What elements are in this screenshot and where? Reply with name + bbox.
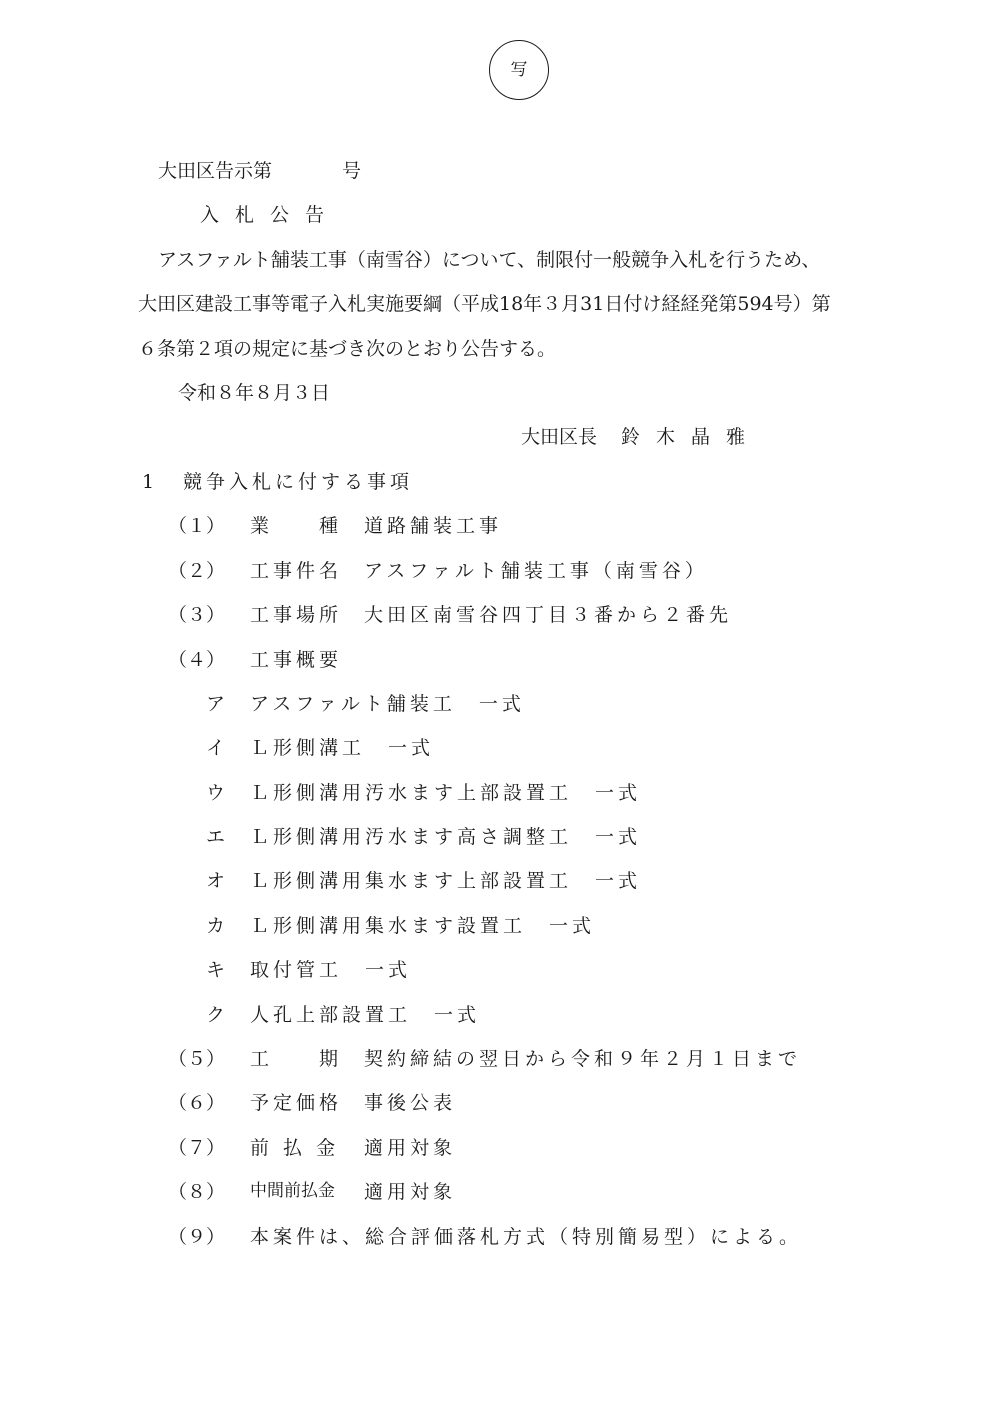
notice-heading: 入札公告 bbox=[200, 204, 341, 226]
item-number: （２） bbox=[168, 560, 226, 582]
notice-date: 令和８年８月３日 bbox=[178, 382, 331, 404]
item-label: 業 種 bbox=[250, 515, 343, 537]
item-value: 適用対象 bbox=[364, 1137, 457, 1159]
intro-line-1: アスファルト舗装工事（南雪谷）について、制限付一般競争入札を行うため、 bbox=[158, 249, 821, 271]
notice-number-suffix: 号 bbox=[342, 160, 362, 182]
item-value: アスファルト舗装工事（南雪谷） bbox=[364, 560, 708, 582]
item-number: （５） bbox=[168, 1048, 226, 1070]
item-value: 契約締結の翌日から令和９年２月１日まで bbox=[364, 1048, 802, 1070]
item-label: 予定価格 bbox=[250, 1092, 343, 1114]
overview-kana: エ bbox=[206, 826, 226, 848]
signatory-name: 鈴木晶雅 bbox=[621, 426, 762, 448]
overview-kana: カ bbox=[206, 915, 226, 937]
overview-text: 取付管工 一式 bbox=[250, 959, 412, 981]
item-number: （３） bbox=[168, 604, 226, 626]
item-value: 大田区南雪谷四丁目３番から２番先 bbox=[364, 604, 733, 626]
item-label: 工事概要 bbox=[250, 649, 343, 671]
item-number: （４） bbox=[168, 649, 226, 671]
item-value: 適用対象 bbox=[364, 1181, 457, 1203]
item-number: （６） bbox=[168, 1092, 226, 1114]
item-number: （９） bbox=[168, 1226, 226, 1248]
overview-kana: イ bbox=[206, 737, 226, 759]
copy-stamp: 写 bbox=[489, 40, 549, 100]
overview-kana: ウ bbox=[206, 782, 226, 804]
item-label: 工事件名 bbox=[250, 560, 343, 582]
section-number: 1 bbox=[142, 471, 155, 493]
overview-text: Ｌ形側溝用集水ます設置工 一式 bbox=[250, 915, 596, 937]
intro-line-3: ６条第２項の規定に基づき次のとおり公告する。 bbox=[138, 338, 557, 360]
overview-text: アスファルト舗装工 一式 bbox=[250, 693, 525, 715]
overview-kana: キ bbox=[206, 959, 226, 981]
section-title: 競争入札に付する事項 bbox=[183, 471, 414, 493]
overview-kana: ク bbox=[206, 1004, 226, 1026]
item-number: （８） bbox=[168, 1181, 226, 1203]
intro-line-2: 大田区建設工事等電子入札実施要綱（平成18年３月31日付け経経発第594号）第 bbox=[138, 293, 831, 315]
item-number: （７） bbox=[168, 1137, 226, 1159]
overview-text: Ｌ形側溝用汚水ます上部設置工 一式 bbox=[250, 782, 642, 804]
overview-text: Ｌ形側溝用汚水ます高さ調整工 一式 bbox=[250, 826, 642, 848]
item-label: 工 期 bbox=[250, 1048, 343, 1070]
overview-text: Ｌ形側溝工 一式 bbox=[250, 737, 435, 759]
item-value: 事後公表 bbox=[364, 1092, 457, 1114]
item-label: 本案件は、総合評価落札方式（特別簡易型）による。 bbox=[250, 1226, 803, 1248]
overview-kana: オ bbox=[206, 870, 226, 892]
notice-number-prefix: 大田区告示第 bbox=[158, 160, 273, 182]
item-label: 前 払 金 bbox=[250, 1137, 340, 1159]
item-number: （１） bbox=[168, 515, 226, 537]
overview-kana: ア bbox=[206, 693, 226, 715]
item-value: 道路舗装工事 bbox=[364, 515, 503, 537]
item-label: 工事場所 bbox=[250, 604, 343, 626]
overview-text: 人孔上部設置工 一式 bbox=[250, 1004, 481, 1026]
overview-text: Ｌ形側溝用集水ます上部設置工 一式 bbox=[250, 870, 642, 892]
item-label: 中間前払金 bbox=[250, 1181, 335, 1201]
signatory-title: 大田区長 bbox=[521, 426, 598, 448]
